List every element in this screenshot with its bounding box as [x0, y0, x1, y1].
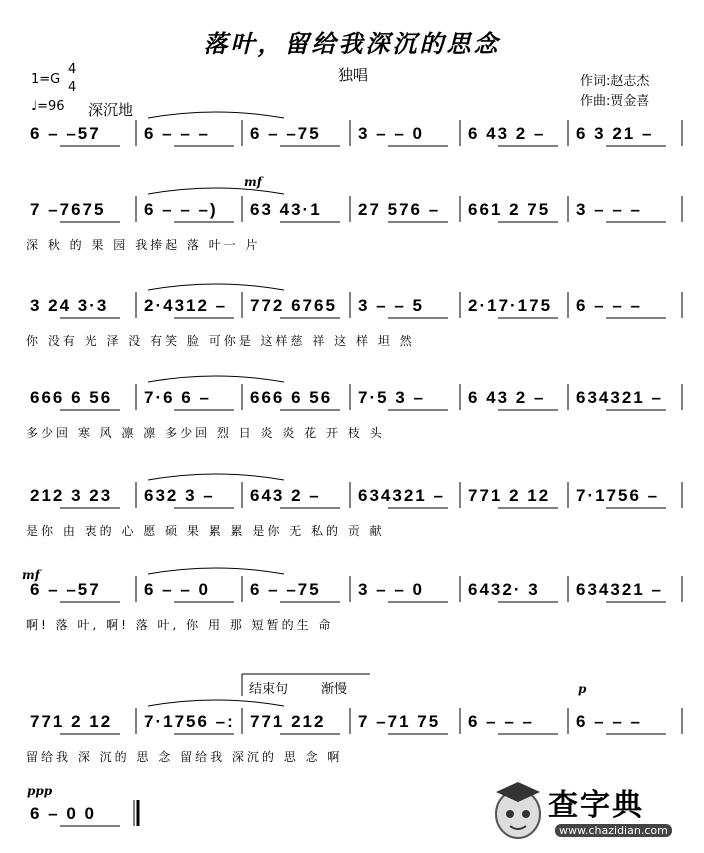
- measure: 666 6 56: [30, 388, 113, 407]
- slur: [148, 568, 284, 574]
- measure: 661 2 75: [468, 200, 551, 219]
- measure: 771 2 12: [468, 486, 551, 505]
- measure: 27 576 –: [358, 200, 441, 219]
- watermark-name: 查字典: [548, 788, 644, 823]
- ending-label: 结束句: [249, 682, 289, 697]
- measure: 6 3 21 –: [576, 124, 654, 143]
- measure: 6 – – –: [576, 296, 642, 315]
- measure: 2·17·175: [468, 296, 553, 315]
- key-signature: 1=G: [31, 72, 61, 87]
- slur: [148, 700, 284, 706]
- measure: 7·1756 –:: [144, 712, 235, 731]
- slur: [148, 188, 284, 194]
- lyrics-line: 你 没有 光 泽 没 有笑 脸 可你是 这样慈 祥 这 样 坦 然: [26, 334, 415, 348]
- time-signature-bottom: 4: [68, 80, 77, 95]
- measure: 634321 –: [358, 486, 445, 505]
- song-title: 落叶，留给我深沉的思念: [203, 29, 501, 58]
- lyrics-line: 多少回 寒 风 凛 凛 多少回 烈 日 炎 炎 花 开 枝 头: [26, 426, 385, 440]
- dynamic-p: p: [578, 682, 587, 696]
- measure: 7·5 3 –: [358, 388, 425, 407]
- ending-tempo-change: 渐慢: [321, 682, 348, 697]
- measure: 3 – – 0: [358, 124, 424, 143]
- lyrics-line: 留给我 深 沉的 思 念 留给我 深沉的 思 念 啊: [26, 750, 343, 764]
- measure: 3 – – 0: [358, 580, 424, 599]
- measure: 6 43 2 –: [468, 388, 546, 407]
- composer: 作曲:贾金喜: [580, 94, 650, 109]
- tempo-marking: ♩=96: [31, 99, 65, 114]
- measure: 7 –7675: [30, 200, 106, 219]
- measure: 6 – – –: [144, 124, 210, 143]
- dynamic-ppp: ppp: [27, 784, 53, 798]
- dynamic-mf-1: mf: [244, 175, 262, 189]
- measure: 7·6 6 –: [144, 388, 211, 407]
- measure: 632 3 –: [144, 486, 215, 505]
- lyrics-line: 是你 由 衷的 心 愿 硕 果 累 累 是你 无 私的 贡 献: [26, 524, 385, 538]
- measure: 7·1756 –: [576, 486, 660, 505]
- dynamic-mf-2: mf: [22, 568, 40, 582]
- measure: 634321 –: [576, 580, 663, 599]
- measure: 6 – – –): [144, 200, 218, 219]
- performance-form: 独唱: [338, 66, 369, 84]
- measure: 771 2 12: [30, 712, 113, 731]
- slur: [148, 112, 284, 118]
- measure: 3 – – 5: [358, 296, 424, 315]
- lyricist: 作词:赵志杰: [580, 74, 650, 89]
- measure: 212 3 23: [30, 486, 113, 505]
- measure: 6432· 3: [468, 580, 540, 599]
- time-signature-top: 4: [68, 62, 77, 77]
- graduate-icon: [488, 774, 548, 842]
- measure: 666 6 56: [250, 388, 333, 407]
- measure: 63 43·1: [250, 200, 322, 219]
- measure: 6 – –57: [30, 124, 101, 143]
- lyrics-line: 深 秋 的 果 园 我捧起 落 叶一 片: [26, 238, 261, 252]
- measure: 6 – –75: [250, 580, 321, 599]
- measure: 771 212: [250, 712, 326, 731]
- measure: 6 – – –: [576, 712, 642, 731]
- measure: 6 43 2 –: [468, 124, 546, 143]
- measure: 634321 –: [576, 388, 663, 407]
- slur: [148, 284, 284, 290]
- slur: [148, 376, 284, 382]
- mood-marking: 深沉地: [88, 101, 134, 119]
- watermark-url: www.chazidian.com: [555, 824, 672, 837]
- lyrics-line: 啊! 落 叶, 啊! 落 叶, 你 用 那 短暂的生 命: [26, 618, 334, 632]
- measure: 3 – – –: [576, 200, 642, 219]
- slur: [148, 474, 284, 480]
- measure: 3 24 3·3: [30, 296, 109, 315]
- measure: 6 – 0 0: [30, 804, 96, 823]
- measure: 6 – – –: [468, 712, 534, 731]
- measure: 772 6765: [250, 296, 337, 315]
- measure: 6 – –75: [250, 124, 321, 143]
- measure: 2·4312 –: [144, 296, 228, 315]
- measure: 6 – –57: [30, 580, 101, 599]
- measure: 6 – – 0: [144, 580, 210, 599]
- measure: 7 –71 75: [358, 712, 441, 731]
- measure: 643 2 –: [250, 486, 321, 505]
